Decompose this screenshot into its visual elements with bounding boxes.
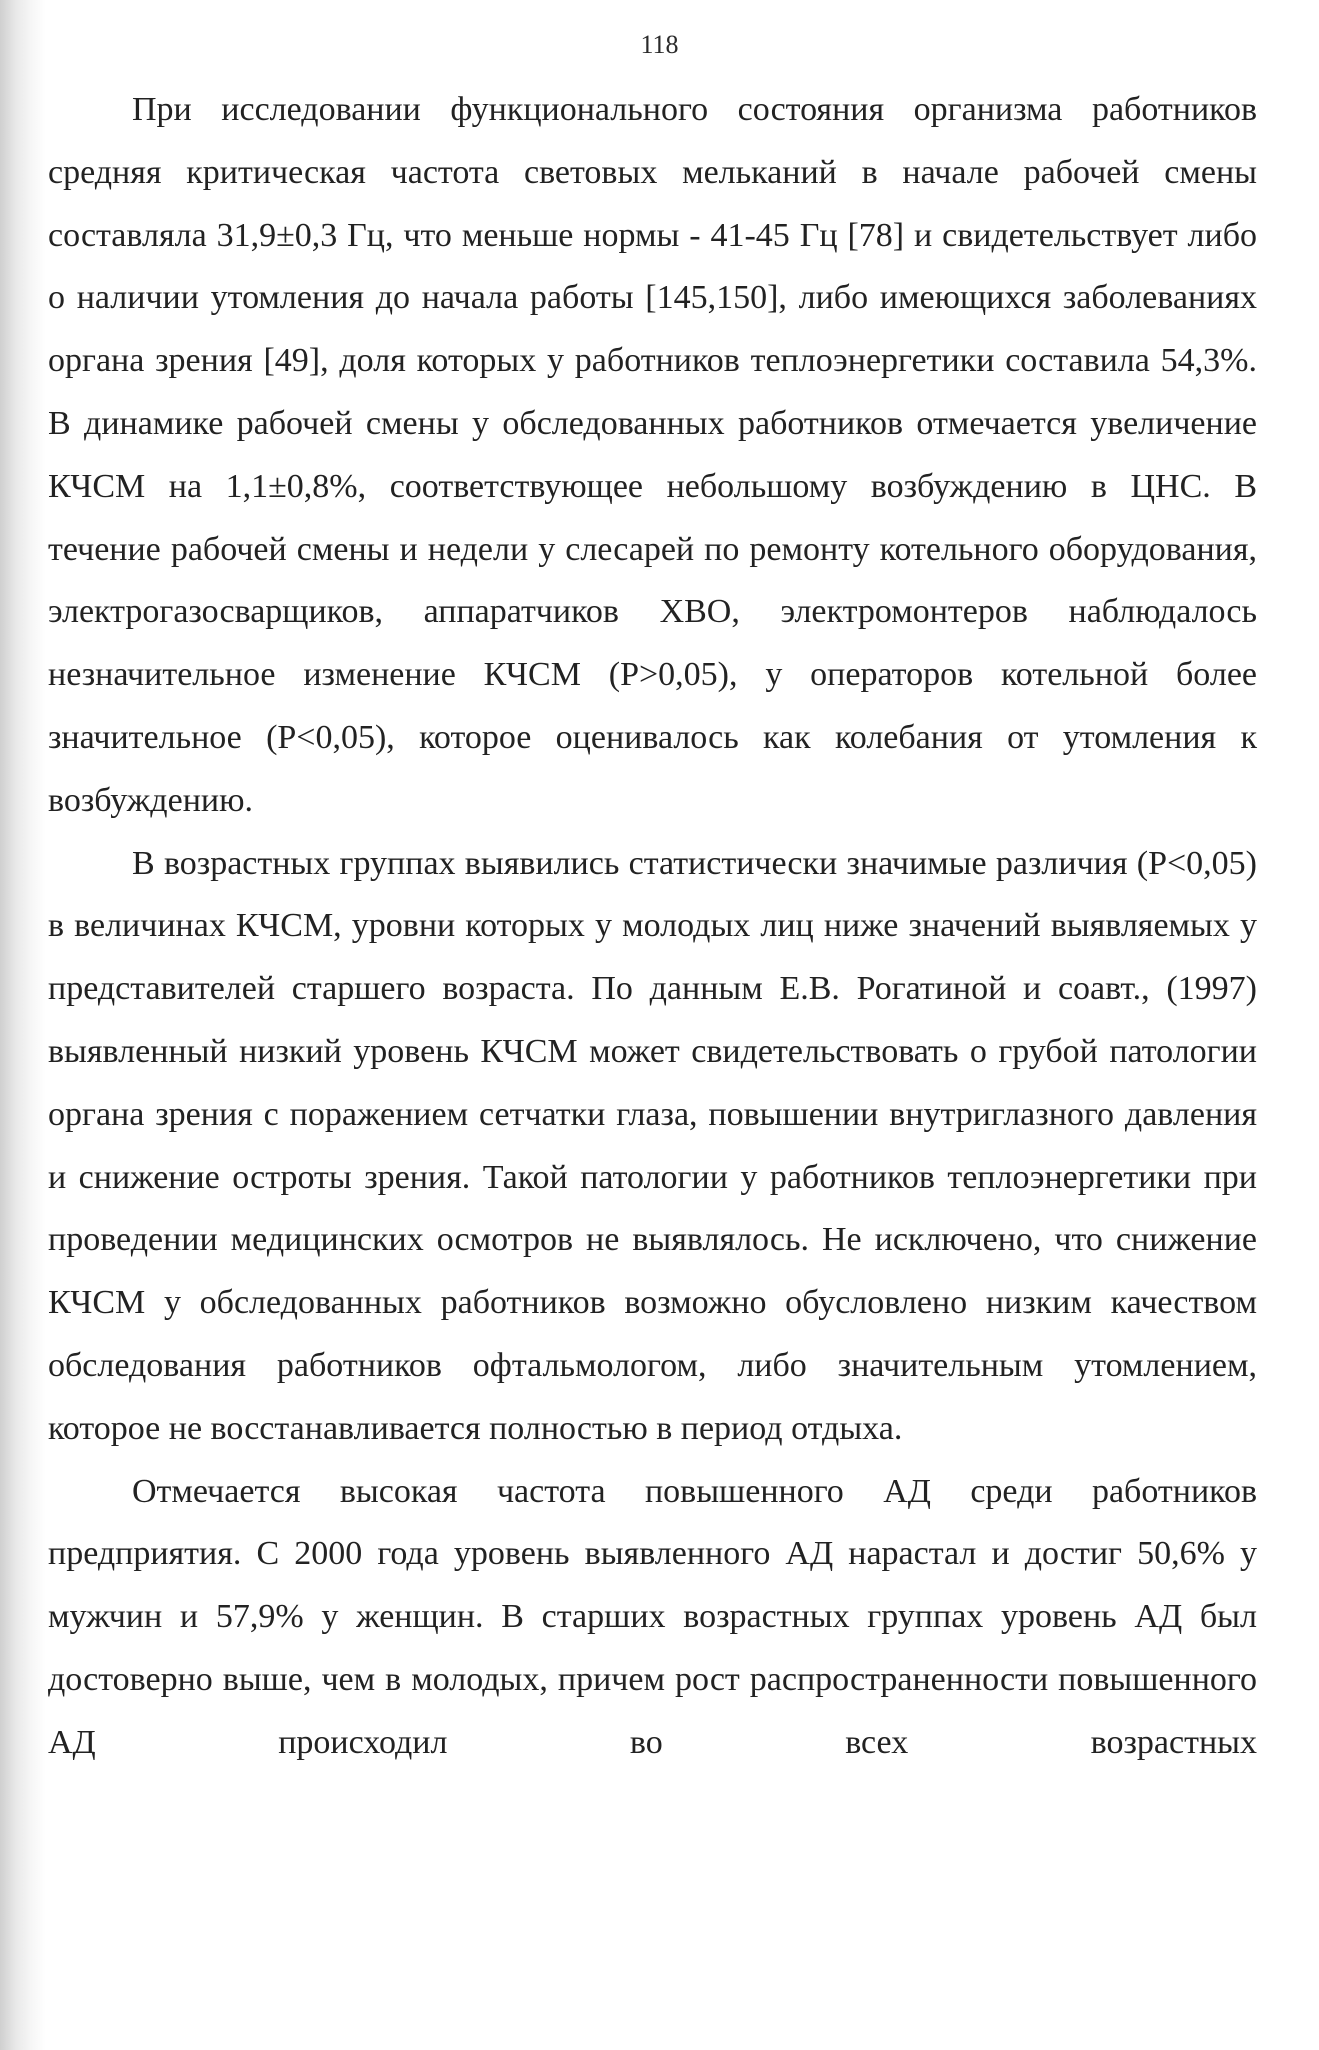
scan-shadow-edge <box>0 0 46 2050</box>
page-number: 118 <box>640 30 679 59</box>
paragraph-1: При исследовании функционального состояния организма работников средняя критическая частота световых мельканий в начале рабочей смены составляла 31,9±0,3 Гц, что меньше нормы - 41-45 Гц [78] и свидетельствует либо о наличии утомления до начала работы [145,150], либо имеющихся заболеваниях органа зрения [49], доля которых у работников теплоэнергетики составила 54,3%. В динамике рабочей смены у обследованных работников отмечается увеличение КЧСМ на 1,1±0,8%, соответствующее небольшому возбуждению в ЦНС. В течение рабочей смены и недели у слесарей по ремонту котельного оборудования, электрогазосварщиков, аппаратчиков ХВО, электромонтеров наблюдалось незначительное изменение КЧСМ (Р>0,05), у операторов котельной более значительное (Р<0,05), которое оценивалось как колебания от утомления к возбуждению. <box>48 91 1257 819</box>
body-text <box>48 79 1257 1775</box>
paragraph-3: Отмечается высокая частота повышенного АД среди работников предприятия. С 2000 года уровень выявленного АД нарастал и достиг 50,6% у мужчин и 57,9% у женщин. В старших возрастных группах уровень АД был достоверно выше, чем в молодых, причем рост распространенности повышенного АД происходил во всех возрастных <box>48 1472 1257 1761</box>
paragraph-2: В возрастных группах выявились статистически значимые различия (Р<0,05) в величинах КЧСМ, уровни которых у молодых лиц ниже значений выявляемых у представителей старшего возраста. По данным Е.В. Рогатиной и соавт., (1997) выявленный низкий уровень КЧСМ может свидетельствовать о грубой патологии органа зрения с поражением сетчатки глаза, повышении внутриглазного давления и снижение остроты зрения. Такой патологии у работников теплоэнергетики при проведении медицинских осмотров не выявлялось. Не исключено, что снижение КЧСМ у обследованных работников возможно обусловлено низким качеством обследования работников офтальмологом, либо значительным утомлением, которое не восстанавливается полностью в период отдыха. <box>48 844 1257 1447</box>
